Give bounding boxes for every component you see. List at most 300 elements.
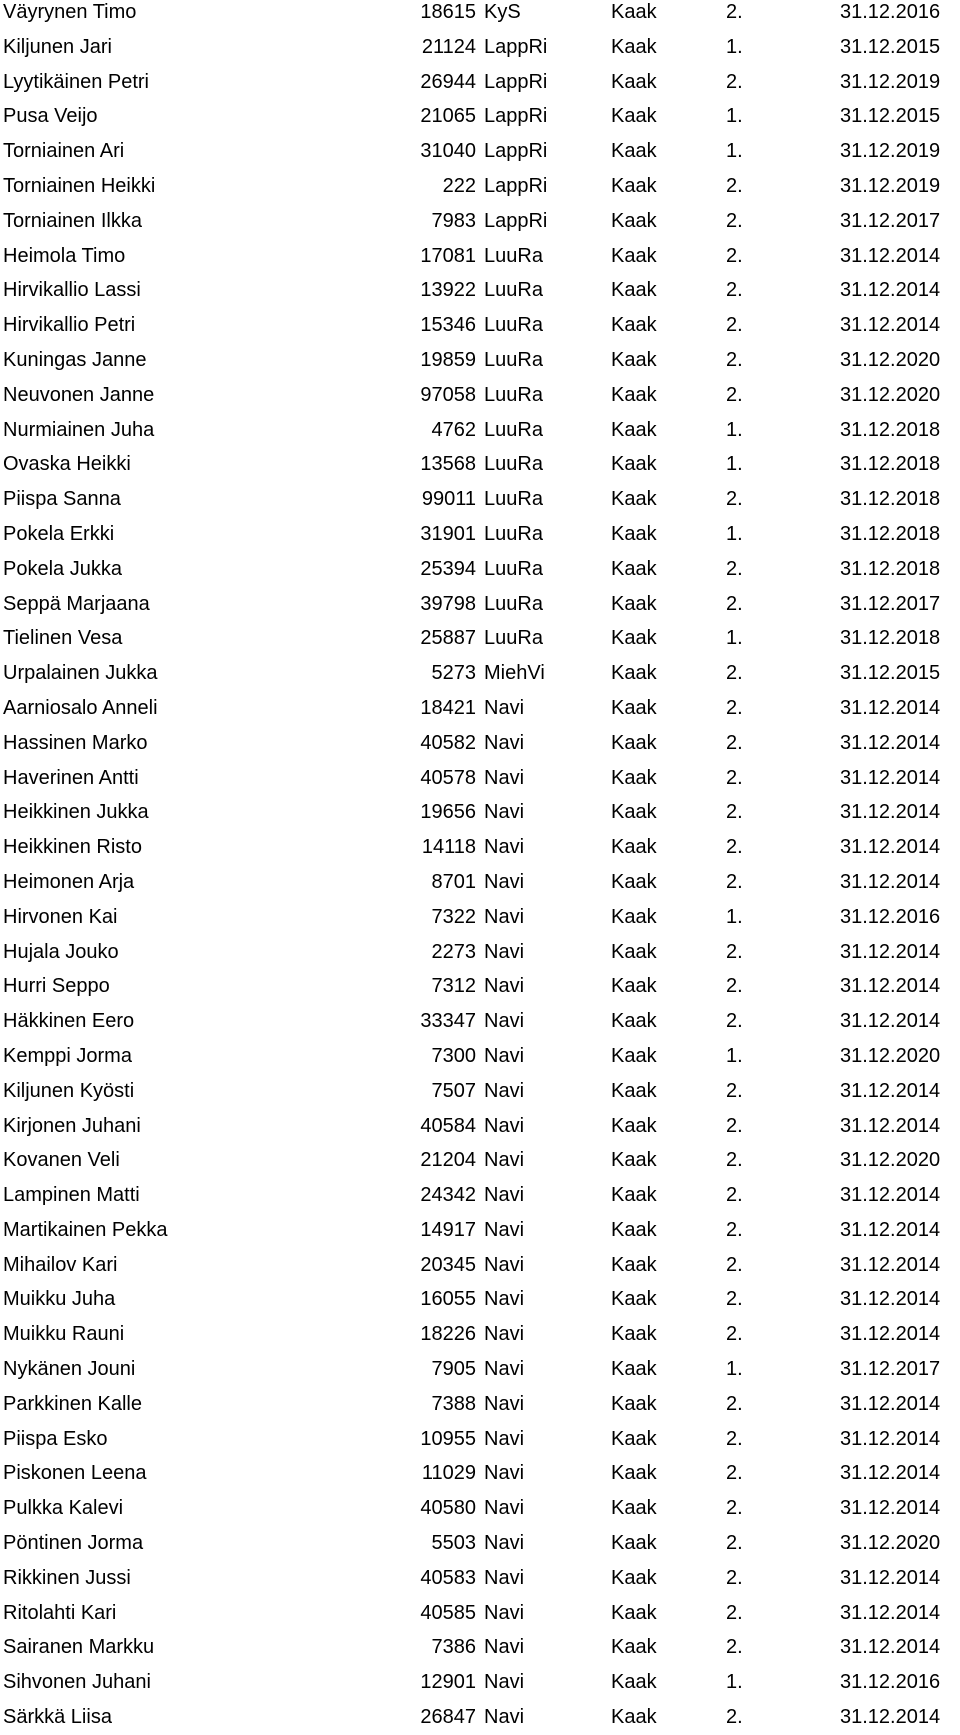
category: Kaak xyxy=(611,1218,657,1241)
class-level: 1. xyxy=(726,905,743,928)
person-name: Kuningas Janne xyxy=(3,348,147,371)
club-code: Navi xyxy=(484,1218,525,1241)
person-name: Heimonen Arja xyxy=(3,870,135,893)
list-item xyxy=(0,0,960,30)
member-number: 20345 xyxy=(420,1253,476,1276)
person-name: Pokela Erkki xyxy=(3,522,115,545)
list-item xyxy=(0,552,960,587)
club-code: Navi xyxy=(484,1010,525,1033)
category: Kaak xyxy=(611,801,657,824)
category: Kaak xyxy=(611,1079,657,1102)
list-item xyxy=(0,1526,960,1561)
valid-until-date: 31.12.2014 xyxy=(840,1253,941,1276)
club-code: Navi xyxy=(484,1323,525,1346)
class-level: 2. xyxy=(726,1288,743,1311)
category: Kaak xyxy=(611,453,657,476)
list-item xyxy=(0,1178,960,1213)
list-item xyxy=(0,343,960,378)
valid-until-date: 31.12.2018 xyxy=(840,488,941,511)
club-code: LuuRa xyxy=(484,348,543,371)
person-name: Väyrynen Timo xyxy=(3,1,137,23)
club-code: Navi xyxy=(484,766,525,789)
category: Kaak xyxy=(611,1184,657,1207)
member-number: 39798 xyxy=(420,592,476,615)
person-name: Seppä Marjaana xyxy=(3,592,150,615)
valid-until-date: 31.12.2018 xyxy=(840,453,941,476)
valid-until-date: 31.12.2014 xyxy=(840,940,941,963)
category: Kaak xyxy=(611,1636,657,1659)
person-name: Hirvikallio Petri xyxy=(3,314,136,337)
valid-until-date: 31.12.2014 xyxy=(840,1010,941,1033)
valid-until-date: 31.12.2020 xyxy=(840,348,941,371)
person-name: Piskonen Leena xyxy=(3,1462,147,1485)
person-name: Pulkka Kalevi xyxy=(3,1497,124,1520)
person-name: Hujala Jouko xyxy=(3,940,119,963)
valid-until-date: 31.12.2014 xyxy=(840,244,941,267)
club-code: LuuRa xyxy=(484,488,543,511)
valid-until-date: 31.12.2014 xyxy=(840,731,941,754)
club-code: Navi xyxy=(484,1566,525,1589)
class-level: 2. xyxy=(726,836,743,859)
member-number: 25394 xyxy=(420,557,476,580)
class-level: 2. xyxy=(726,209,743,232)
list-item xyxy=(0,621,960,656)
person-name: Kovanen Veli xyxy=(3,1149,120,1172)
class-level: 1. xyxy=(726,453,743,476)
class-level: 2. xyxy=(726,1079,743,1102)
category: Kaak xyxy=(611,766,657,789)
valid-until-date: 31.12.2014 xyxy=(840,696,941,719)
valid-until-date: 31.12.2014 xyxy=(840,1392,941,1415)
member-number: 14917 xyxy=(420,1218,476,1241)
category: Kaak xyxy=(611,70,657,93)
member-number: 5503 xyxy=(431,1532,476,1555)
valid-until-date: 31.12.2018 xyxy=(840,627,941,650)
club-code: LappRi xyxy=(484,174,548,197)
class-level: 2. xyxy=(726,383,743,406)
class-level: 2. xyxy=(726,1532,743,1555)
member-number: 14118 xyxy=(421,836,476,859)
list-item xyxy=(0,134,960,169)
class-level: 2. xyxy=(726,70,743,93)
person-name: Hassinen Marko xyxy=(3,731,148,754)
person-name: Hurri Seppo xyxy=(3,975,110,998)
member-number: 13568 xyxy=(420,453,476,476)
class-level: 2. xyxy=(726,557,743,580)
list-item xyxy=(0,726,960,761)
class-level: 1. xyxy=(726,418,743,441)
valid-until-date: 31.12.2014 xyxy=(840,1566,941,1589)
valid-until-date: 31.12.2014 xyxy=(840,314,941,337)
class-level: 2. xyxy=(726,244,743,267)
person-name: Kemppi Jorma xyxy=(3,1044,132,1067)
person-name: Urpalainen Jukka xyxy=(3,662,158,685)
valid-until-date: 31.12.2016 xyxy=(840,1671,941,1694)
class-level: 2. xyxy=(726,592,743,615)
class-level: 2. xyxy=(726,1149,743,1172)
list-item xyxy=(0,204,960,239)
category: Kaak xyxy=(611,314,657,337)
member-number: 5273 xyxy=(431,662,476,685)
list-item xyxy=(0,900,960,935)
list-item xyxy=(0,1143,960,1178)
class-level: 2. xyxy=(726,1392,743,1415)
member-number: 40582 xyxy=(420,731,476,754)
class-level: 2. xyxy=(726,314,743,337)
class-level: 2. xyxy=(726,1497,743,1520)
class-level: 2. xyxy=(726,870,743,893)
class-level: 2. xyxy=(726,1566,743,1589)
member-number: 7983 xyxy=(431,209,476,232)
class-level: 1. xyxy=(726,35,743,58)
person-name: Nurmiainen Juha xyxy=(3,418,155,441)
club-code: Navi xyxy=(484,1497,525,1520)
valid-until-date: 31.12.2014 xyxy=(840,1114,941,1137)
class-level: 2. xyxy=(726,1427,743,1450)
category: Kaak xyxy=(611,279,657,302)
valid-until-date: 31.12.2014 xyxy=(840,1601,941,1624)
club-code: Navi xyxy=(484,1462,525,1485)
valid-until-date: 31.12.2015 xyxy=(840,35,941,58)
category: Kaak xyxy=(611,348,657,371)
valid-until-date: 31.12.2020 xyxy=(840,1044,941,1067)
person-name: Mihailov Kari xyxy=(3,1253,118,1276)
category: Kaak xyxy=(611,940,657,963)
member-number: 222 xyxy=(442,174,476,197)
person-name: Heikkinen Jukka xyxy=(3,801,149,824)
class-level: 1. xyxy=(726,1044,743,1067)
club-code: LuuRa xyxy=(484,592,543,615)
valid-until-date: 31.12.2020 xyxy=(840,1532,941,1555)
club-code: Navi xyxy=(484,1253,525,1276)
category: Kaak xyxy=(611,209,657,232)
valid-until-date: 31.12.2014 xyxy=(840,1323,941,1346)
club-code: LuuRa xyxy=(484,557,543,580)
list-item xyxy=(0,1109,960,1144)
valid-until-date: 31.12.2014 xyxy=(840,1462,941,1485)
category: Kaak xyxy=(611,1,657,23)
person-name: Muikku Rauni xyxy=(3,1323,125,1346)
list-item xyxy=(0,308,960,343)
valid-until-date: 31.12.2014 xyxy=(840,1636,941,1659)
class-level: 2. xyxy=(726,348,743,371)
category: Kaak xyxy=(611,592,657,615)
person-name: Heikkinen Risto xyxy=(3,836,142,859)
class-level: 2. xyxy=(726,1706,743,1729)
category: Kaak xyxy=(611,870,657,893)
member-number: 7905 xyxy=(431,1358,476,1381)
category: Kaak xyxy=(611,731,657,754)
list-item xyxy=(0,1456,960,1491)
class-level: 1. xyxy=(726,140,743,163)
valid-until-date: 31.12.2017 xyxy=(840,1358,941,1381)
person-name: Kiljunen Kyösti xyxy=(3,1079,135,1102)
category: Kaak xyxy=(611,1288,657,1311)
list-item xyxy=(0,482,960,517)
valid-until-date: 31.12.2014 xyxy=(840,836,941,859)
valid-until-date: 31.12.2014 xyxy=(840,1497,941,1520)
club-code: LappRi xyxy=(484,70,548,93)
list-item xyxy=(0,865,960,900)
category: Kaak xyxy=(611,1532,657,1555)
category: Kaak xyxy=(611,1392,657,1415)
member-number: 7388 xyxy=(431,1392,476,1415)
list-item xyxy=(0,587,960,622)
member-number: 21065 xyxy=(420,105,476,128)
list-item xyxy=(0,1074,960,1109)
club-code: LuuRa xyxy=(484,627,543,650)
club-code: Navi xyxy=(484,1532,525,1555)
list-item xyxy=(0,1317,960,1352)
category: Kaak xyxy=(611,696,657,719)
category: Kaak xyxy=(611,174,657,197)
person-name: Häkkinen Eero xyxy=(3,1010,135,1033)
list-item xyxy=(0,239,960,274)
member-number: 18226 xyxy=(420,1323,476,1346)
list-item xyxy=(0,969,960,1004)
person-name: Nykänen Jouni xyxy=(3,1358,136,1381)
category: Kaak xyxy=(611,1114,657,1137)
class-level: 2. xyxy=(726,662,743,685)
person-name: Lampinen Matti xyxy=(3,1184,140,1207)
club-code: Navi xyxy=(484,1114,525,1137)
list-item xyxy=(0,169,960,204)
member-number: 7300 xyxy=(431,1044,476,1067)
class-level: 2. xyxy=(726,1253,743,1276)
club-code: LappRi xyxy=(484,140,548,163)
list-item xyxy=(0,447,960,482)
member-number: 7322 xyxy=(431,905,476,928)
person-name: Hirvonen Kai xyxy=(3,905,118,928)
member-number: 40578 xyxy=(420,766,476,789)
category: Kaak xyxy=(611,1358,657,1381)
class-level: 2. xyxy=(726,940,743,963)
member-number: 40584 xyxy=(420,1114,476,1137)
category: Kaak xyxy=(611,905,657,928)
valid-until-date: 31.12.2019 xyxy=(840,140,941,163)
class-level: 2. xyxy=(726,279,743,302)
person-name: Torniainen Ilkka xyxy=(3,209,142,232)
list-item xyxy=(0,1700,960,1735)
valid-until-date: 31.12.2014 xyxy=(840,1288,941,1311)
category: Kaak xyxy=(611,557,657,580)
club-code: Navi xyxy=(484,1149,525,1172)
person-name: Martikainen Pekka xyxy=(3,1218,168,1241)
category: Kaak xyxy=(611,244,657,267)
member-number: 10955 xyxy=(420,1427,476,1450)
person-name: Torniainen Ari xyxy=(3,140,125,163)
member-number: 31040 xyxy=(420,140,476,163)
class-level: 2. xyxy=(726,975,743,998)
member-number: 7507 xyxy=(431,1079,476,1102)
list-item xyxy=(0,1248,960,1283)
person-name: Sihvonen Juhani xyxy=(3,1671,151,1694)
class-level: 1. xyxy=(726,522,743,545)
class-level: 2. xyxy=(726,696,743,719)
club-code: Navi xyxy=(484,870,525,893)
category: Kaak xyxy=(611,1010,657,1033)
club-code: Navi xyxy=(484,905,525,928)
member-number: 33347 xyxy=(420,1010,476,1033)
valid-until-date: 31.12.2014 xyxy=(840,1427,941,1450)
category: Kaak xyxy=(611,1462,657,1485)
club-code: Navi xyxy=(484,731,525,754)
class-level: 2. xyxy=(726,801,743,824)
list-item xyxy=(0,1561,960,1596)
category: Kaak xyxy=(611,975,657,998)
category: Kaak xyxy=(611,1706,657,1729)
member-number: 21204 xyxy=(420,1149,476,1172)
valid-until-date: 31.12.2019 xyxy=(840,174,941,197)
class-level: 1. xyxy=(726,627,743,650)
class-level: 2. xyxy=(726,731,743,754)
person-name: Ritolahti Kari xyxy=(3,1601,117,1624)
class-level: 2. xyxy=(726,1218,743,1241)
member-number: 40585 xyxy=(420,1601,476,1624)
valid-until-date: 31.12.2014 xyxy=(840,870,941,893)
person-name: Sairanen Markku xyxy=(3,1636,155,1659)
valid-until-date: 31.12.2014 xyxy=(840,1079,941,1102)
list-item xyxy=(0,1004,960,1039)
member-number: 25887 xyxy=(420,627,476,650)
club-code: Navi xyxy=(484,1079,525,1102)
club-code: Navi xyxy=(484,801,525,824)
member-number: 19859 xyxy=(420,348,476,371)
member-number: 24342 xyxy=(420,1184,476,1207)
category: Kaak xyxy=(611,836,657,859)
person-name: Lyytikäinen Petri xyxy=(3,70,149,93)
valid-until-date: 31.12.2014 xyxy=(840,1184,941,1207)
person-name: Tielinen Vesa xyxy=(3,627,123,650)
member-number: 16055 xyxy=(420,1288,476,1311)
club-code: LuuRa xyxy=(484,522,543,545)
club-code: LappRi xyxy=(484,209,548,232)
valid-until-date: 31.12.2014 xyxy=(840,1218,941,1241)
class-level: 2. xyxy=(726,174,743,197)
category: Kaak xyxy=(611,105,657,128)
valid-until-date: 31.12.2016 xyxy=(840,905,941,928)
person-name: Parkkinen Kalle xyxy=(3,1392,142,1415)
club-code: LuuRa xyxy=(484,279,543,302)
club-code: Navi xyxy=(484,975,525,998)
member-number: 40580 xyxy=(420,1497,476,1520)
valid-until-date: 31.12.2016 xyxy=(840,1,941,23)
valid-until-date: 31.12.2020 xyxy=(840,1149,941,1172)
list-item xyxy=(0,795,960,830)
member-number: 4762 xyxy=(431,418,476,441)
category: Kaak xyxy=(611,140,657,163)
member-number: 18421 xyxy=(420,696,476,719)
class-level: 2. xyxy=(726,1114,743,1137)
list-item xyxy=(0,273,960,308)
list-item xyxy=(0,30,960,65)
valid-until-date: 31.12.2017 xyxy=(840,209,941,232)
member-number: 19656 xyxy=(420,801,476,824)
list-item xyxy=(0,1491,960,1526)
club-code: Navi xyxy=(484,1288,525,1311)
category: Kaak xyxy=(611,662,657,685)
person-name: Ovaska Heikki xyxy=(3,453,131,476)
category: Kaak xyxy=(611,1427,657,1450)
member-number: 99011 xyxy=(421,488,476,511)
member-number: 31901 xyxy=(420,522,476,545)
valid-until-date: 31.12.2020 xyxy=(840,383,941,406)
class-level: 2. xyxy=(726,1,743,23)
club-code: LuuRa xyxy=(484,453,543,476)
person-name: Kiljunen Jari xyxy=(3,35,112,58)
category: Kaak xyxy=(611,1149,657,1172)
member-number: 18615 xyxy=(420,1,476,23)
club-code: Navi xyxy=(484,1392,525,1415)
list-item xyxy=(0,1213,960,1248)
list-item xyxy=(0,1282,960,1317)
person-name: Aarniosalo Anneli xyxy=(3,696,158,719)
list-item xyxy=(0,1422,960,1457)
category: Kaak xyxy=(611,35,657,58)
category: Kaak xyxy=(611,1671,657,1694)
valid-until-date: 31.12.2014 xyxy=(840,1706,941,1729)
class-level: 1. xyxy=(726,105,743,128)
class-level: 2. xyxy=(726,1323,743,1346)
list-item xyxy=(0,656,960,691)
club-code: Navi xyxy=(484,1636,525,1659)
class-level: 2. xyxy=(726,1462,743,1485)
member-number: 15346 xyxy=(420,314,476,337)
category: Kaak xyxy=(611,627,657,650)
valid-until-date: 31.12.2015 xyxy=(840,662,941,685)
list-item xyxy=(0,761,960,796)
club-code: LappRi xyxy=(484,105,548,128)
list-item xyxy=(0,413,960,448)
category: Kaak xyxy=(611,1323,657,1346)
list-item xyxy=(0,378,960,413)
club-code: KyS xyxy=(484,1,521,23)
person-name: Hirvikallio Lassi xyxy=(3,279,141,302)
list-item xyxy=(0,65,960,100)
list-item xyxy=(0,691,960,726)
person-name: Heimola Timo xyxy=(3,244,126,267)
person-name: Piispa Sanna xyxy=(3,488,121,511)
class-level: 2. xyxy=(726,488,743,511)
category: Kaak xyxy=(611,1253,657,1276)
club-code: Navi xyxy=(484,1671,525,1694)
club-code: LuuRa xyxy=(484,314,543,337)
club-code: Navi xyxy=(484,940,525,963)
category: Kaak xyxy=(611,418,657,441)
list-item xyxy=(0,1387,960,1422)
club-code: Navi xyxy=(484,1184,525,1207)
club-code: LappRi xyxy=(484,35,548,58)
person-name: Muikku Juha xyxy=(3,1288,116,1311)
valid-until-date: 31.12.2015 xyxy=(840,105,941,128)
list-item xyxy=(0,99,960,134)
club-code: LuuRa xyxy=(484,418,543,441)
club-code: Navi xyxy=(484,1044,525,1067)
valid-until-date: 31.12.2014 xyxy=(840,975,941,998)
member-number: 8701 xyxy=(431,870,476,893)
list-item xyxy=(0,517,960,552)
list-item xyxy=(0,935,960,970)
person-name: Särkkä Liisa xyxy=(3,1706,112,1729)
list-item xyxy=(0,830,960,865)
member-number: 2273 xyxy=(431,940,476,963)
member-number: 7386 xyxy=(431,1636,476,1659)
category: Kaak xyxy=(611,383,657,406)
category: Kaak xyxy=(611,1566,657,1589)
person-name: Piispa Esko xyxy=(3,1427,108,1450)
person-name: Rikkinen Jussi xyxy=(3,1566,131,1589)
club-code: MiehVi xyxy=(484,662,545,685)
